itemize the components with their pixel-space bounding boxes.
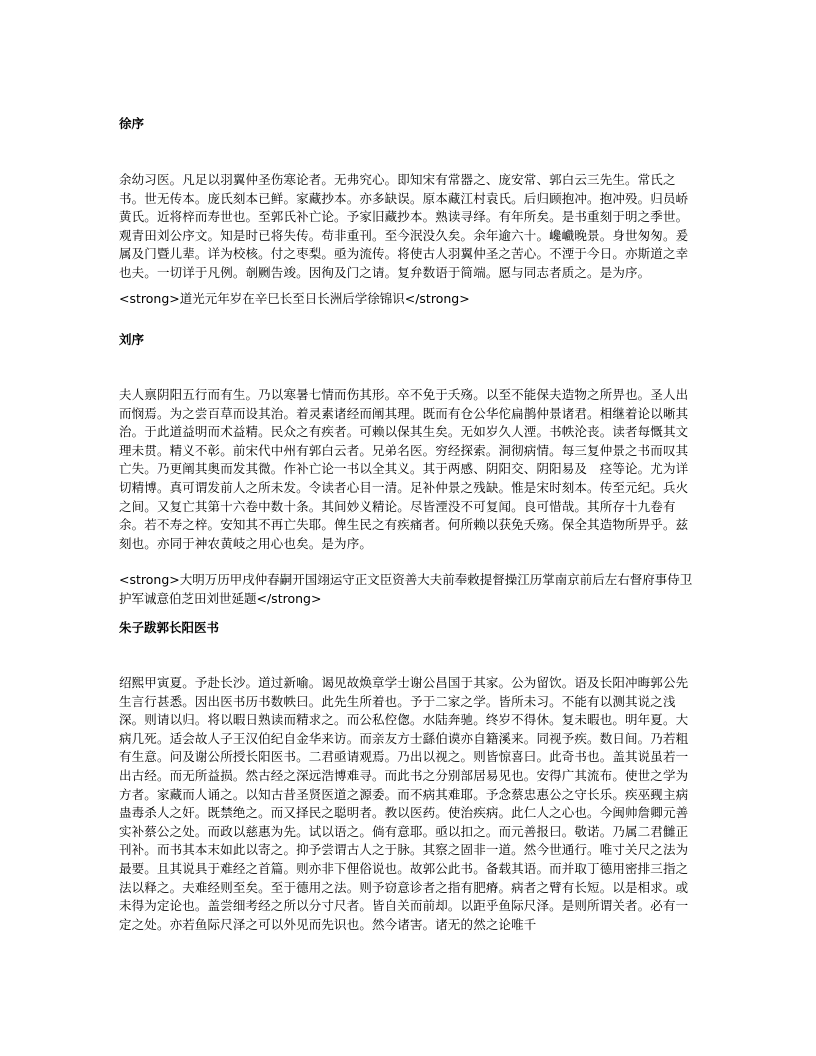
section-body-liu-preface: 夫人禀阴阳五行而有生。乃以寒暑七情而伤其形。卒不免于夭殇。以至不能保夫造物之所畀也。圣人出而悯焉。为之尝百草而设其治。着灵素诸经而阐其理。既而有仓公华佗扁鹊仲景诸君。相继着论以晰其治。于此道益明而术益精。民众之有疾者。可赖以保其生矣。无如岁久人湮。书帙沦丧。读者每慨其文理未贯。精义不彰。前宋代中州有郭白云者。兄弟名医。穷经探索。洞彻病情。每三复仲景之书而叹其亡失。乃更阐其奥而发其微。作补亡论一书以全其义。其于两感、阴阳交、阴阳易及 痉等论。尤为详切精博。真可谓发前人之所未发。令读者心目一清。足补仲景之残缺。惟是宋时刻本。传至元纪。兵火之间。又复亡其第十六卷中数十条。其间妙义精论。尽皆湮没不可复闻。良可惜哉。其所存十九卷有余。若不寿之梓。安知其不再亡失耶。俾生民之有疾痛者。何所赖以获免夭殇。保全其造物所畀乎。兹刻也。亦同于神农黄岐之用心也矣。是为序。 bbox=[119, 387, 689, 551]
section-body-xu-preface: 余幼习医。凡足以羽翼仲圣伤寒论者。无弗究心。即知宋有常器之、庞安常、郭白云三先生。常氏之书。世无传本。庞氏刻本已鲜。家藏抄本。亦多缺误。原本藏江村袁氏。后归顾抱冲。抱冲殁。归员峤黄氏。近将梓而寿世也。至郭氏补亡论。予家旧藏抄本。熟读寻绎。有年所矣。是书重刻于明之季世。观青田刘公序文。知是时已将失传。苟非重刊。至今泯没久矣。余年逾六十。巉巇晚景。身世匆匆。爰属及门暨儿辈。详为校核。付之枣梨。亟为流传。将使古人羽翼仲圣之苦心。不湮于今日。亦斯道之幸也夫。一切详于凡例。剞劂告竣。因徇及门之请。复弁数语于简端。愿与同志者质之。是为序。 bbox=[119, 172, 689, 280]
section-signature-liu-preface: <strong>大明万历甲戌仲春嗣开国翊运守正文臣资善大夫前奉敕提督操江历掌南京前后左右督府事侍卫护军诚意伯芝田刘世延题</strong> bbox=[119, 572, 693, 606]
section-title-zhuzi-postscript: 朱子跋郭长阳医书 bbox=[119, 620, 220, 635]
section-title-xu-preface: 徐序 bbox=[119, 116, 145, 131]
section-title-liu-preface: 刘序 bbox=[119, 332, 145, 347]
section-body-zhuzi-postscript: 绍熙甲寅夏。予赴长沙。道过新喻。谒见故焕章学士谢公昌国于其家。公为留饮。语及长阳冲晦郭公先生言行甚悉。因出医书历书数帙曰。此先生所着也。予于二家之学。皆所未习。不能有以测其说之浅深。则请以归。将以暇日熟读而精求之。而公私倥偬。水陆奔驰。终岁不得休。复未暇也。明年夏。大病几死。适会故人子王汉伯纪自金华来访。而亲友方士繇伯谟亦自籍溪来。同视予疾。数日间。乃若粗有生意。问及谢公所授长阳医书。二君亟请观焉。乃出以视之。则皆惊喜曰。此奇书也。盖其说虽若一出古经。而无所益损。然古经之深远浩博难寻。而此书之分别部居易见也。安得广其流布。使世之学为方者。家藏而人诵之。以知古昔圣贤医道之源委。而不病其难耶。予念蔡忠惠公之守长乐。疾巫觋主病蛊毒杀人之奸。既禁绝之。而又择民之聪明者。教以医药。使治疾病。此仁人之心也。今闽帅詹卿元善实补蔡公之处。而政以慈惠为先。试以语之。倘有意耶。亟以扣之。而元善报曰。敬诺。乃属二君雠正刊补。而书其本末如此以寄之。抑予尝谓古人之于脉。其察之固非一道。然今世通行。唯寸关尺之法为最要。且其说具于难经之首篇。则亦非下俚俗说也。故郭公此书。备载其语。而并取丁德用密排三指之法以释之。夫难经则至矣。至于德用之法。则予窃意诊者之指有肥瘠。病者之臂有长短。以是相求。或未得为定论也。盖尝细考经之所以分寸尺者。皆自关而前却。以距乎鱼际尺泽。是则所谓关者。必有一定之处。亦若鱼际尺泽之可以外见而先识也。然今诸害。诸无的然之论唯千 bbox=[119, 675, 689, 932]
section-signature-xu-preface: <strong>道光元年岁在辛巳长至日长洲后学徐锦识</strong> bbox=[119, 291, 470, 306]
